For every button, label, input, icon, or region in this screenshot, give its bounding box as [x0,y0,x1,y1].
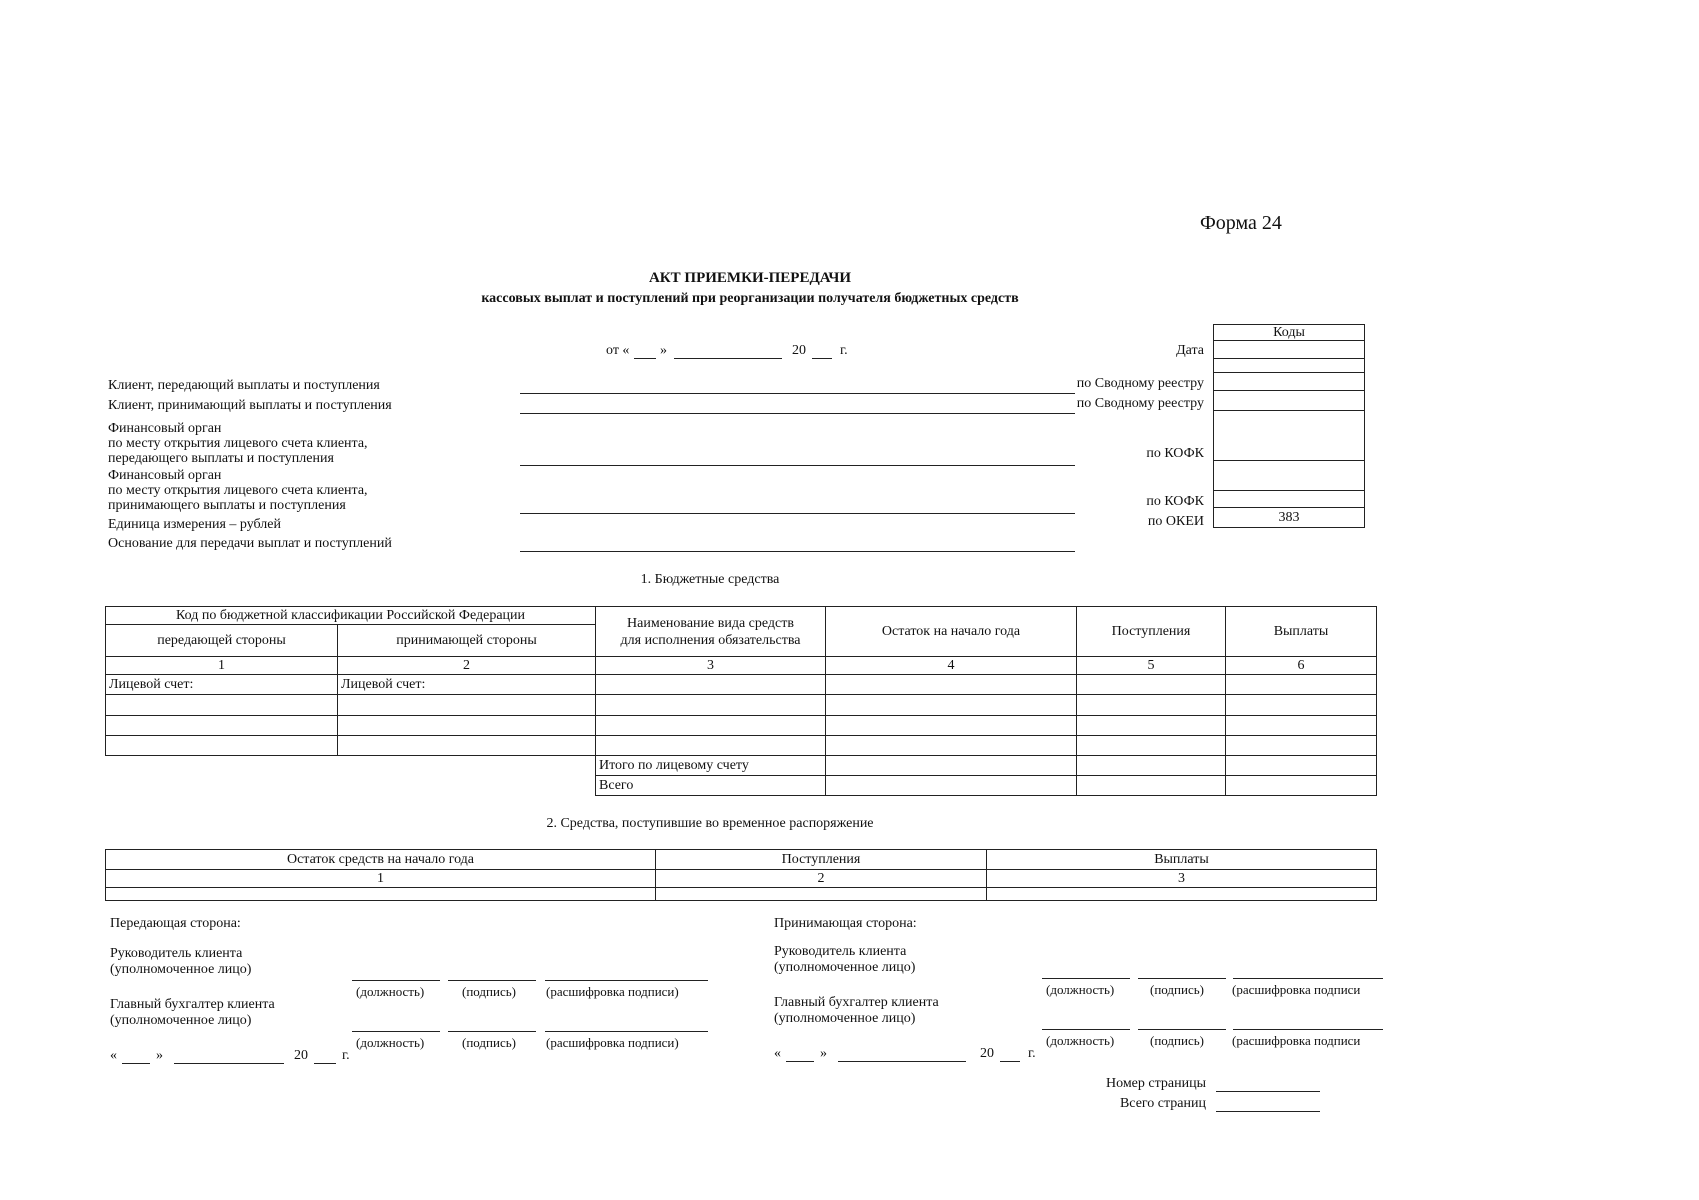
temporary-funds-table [105,849,1377,901]
date-from-label: от « [606,343,630,358]
from-head-sign-field[interactable] [448,980,536,981]
s2-col1-header: Остаток средств на начало года [106,850,656,870]
table-row [106,695,1377,716]
col-group-header: Код по бюджетной классификации Российской Федерации [106,607,596,625]
cell[interactable] [106,716,338,736]
empty-cell [106,756,338,776]
label-kofk-1: по КОФК [1146,446,1204,461]
cell[interactable] [1077,695,1226,716]
cell[interactable] [106,888,656,901]
label-client-to: Клиент, принимающий выплаты и поступления [108,398,392,413]
to-acc-decode-field[interactable] [1233,1029,1383,1030]
page-title: АКТ ПРИЕМКИ-ПЕРЕДАЧИ [648,270,852,286]
cell[interactable] [1077,756,1226,776]
from-acc-line1: Главный бухгалтер клиента [110,997,275,1012]
from-date-year: 20 [294,1048,308,1063]
cell[interactable] [826,776,1077,796]
fin-to-line1: Финансовый орган [108,468,222,483]
section2-title: 2. Средства, поступившие во временное распоряжение [546,816,874,831]
total-pages-label: Всего страниц [1119,1096,1206,1111]
label-kofk-2: по КОФК [1146,494,1204,509]
col-num-3: 3 [596,657,826,675]
page-number-field[interactable] [1216,1091,1320,1092]
col3-header [596,607,826,657]
col-num-6: 6 [1226,657,1377,675]
from-head-label [110,946,251,978]
cell[interactable] [338,716,596,736]
to-head-sign-field[interactable] [1138,978,1226,979]
cell[interactable] [826,675,1077,695]
cell[interactable] [596,736,826,756]
from-acc-label [110,997,275,1029]
from-date-month-field[interactable] [174,1063,284,1064]
cell[interactable] [106,736,338,756]
section1-title: 1. Бюджетные средства [640,572,780,587]
cell[interactable] [1077,776,1226,796]
empty-cell [338,776,596,796]
to-date-close: » [820,1046,827,1061]
col-to-header: принимающей стороны [338,625,596,657]
from-acc-sign-field[interactable] [448,1031,536,1032]
fin-to-field[interactable] [520,513,1075,514]
s2-num-2: 2 [656,870,987,888]
cell[interactable] [596,695,826,716]
col3-line2: для исполнения обязательства [620,632,801,648]
to-date-day-field[interactable] [786,1061,814,1062]
cap-decode: (расшифровка подписи) [546,1035,679,1050]
from-date-close: » [156,1048,163,1063]
to-acc-line1: Главный бухгалтер клиента [774,995,939,1010]
cell[interactable] [338,736,596,756]
label-reestr-2: по Сводному реестру [1076,396,1204,411]
account-from-label: Лицевой счет: [106,675,338,695]
from-acc-position-field[interactable] [352,1031,440,1032]
table-row [106,716,1377,736]
cell[interactable] [596,675,826,695]
code-okei: 383 [1214,508,1365,528]
from-side-label: Передающая сторона: [110,916,241,931]
cap-decode: (расшифровка подписи) [546,984,679,999]
code-date[interactable] [1214,341,1365,359]
fin-from-field[interactable] [520,465,1075,466]
to-acc-position-field[interactable] [1042,1029,1130,1030]
cap-position: (должность) [1046,1033,1115,1048]
to-date-year: 20 [980,1046,994,1061]
total-pages-field[interactable] [1216,1111,1320,1112]
cap-sign: (подпись) [462,984,516,999]
date-day-field[interactable] [634,358,656,359]
date-suffix: г. [840,343,848,358]
col4-header: Остаток на начало года [826,607,1077,657]
cell[interactable] [826,756,1077,776]
from-date-year-field[interactable] [314,1063,336,1064]
to-head-line2: (уполномоченное лицо) [774,960,916,975]
code-kofk-from[interactable] [1214,411,1365,461]
cell[interactable] [1226,736,1377,756]
client-to-field[interactable] [520,413,1075,414]
basis-field[interactable] [520,551,1075,552]
empty-cell [338,756,596,776]
empty-cell [106,776,338,796]
date-year-prefix: 20 [792,343,806,358]
cell[interactable] [656,888,987,901]
from-date-day-field[interactable] [122,1063,150,1064]
to-acc-label [774,995,939,1027]
account-to-label: Лицевой счет: [338,675,596,695]
from-head-decode-field[interactable] [545,980,708,981]
s2-col3-header: Выплаты [987,850,1377,870]
code-reestr-from[interactable] [1214,373,1365,391]
table-row-total [106,776,1377,796]
label-okei: по ОКЕИ [1147,514,1204,529]
to-head-label [774,944,915,976]
code-reestr-to[interactable] [1214,391,1365,411]
s2-num-3: 3 [987,870,1377,888]
cell[interactable] [1077,716,1226,736]
total-account-label: Итого по лицевому счету [596,756,826,776]
client-from-field[interactable] [520,393,1075,394]
from-date-open: « [110,1048,117,1063]
table-row-total-account [106,756,1377,776]
s2-num-1: 1 [106,870,656,888]
cap-position: (должность) [1046,982,1115,997]
from-head-line1: Руководитель клиента [110,946,243,961]
col6-header: Выплаты [1226,607,1377,657]
fin-from-line1: Финансовый орган [108,421,222,436]
label-fin-to [108,468,368,513]
table-row [106,675,1377,695]
col5-header: Поступления [1077,607,1226,657]
label-client-from: Клиент, передающий выплаты и поступления [108,378,380,393]
date-close-quote: » [660,343,667,358]
label-reestr-1: по Сводному реестру [1076,376,1204,391]
cell[interactable] [826,716,1077,736]
col-num-5: 5 [1077,657,1226,675]
from-head-line2: (уполномоченное лицо) [110,962,252,977]
label-unit: Единица измерения – рублей [108,517,281,532]
from-head-position-field[interactable] [352,980,440,981]
fin-from-line3: передающего выплаты и поступления [108,451,334,466]
to-acc-sign-field[interactable] [1138,1029,1226,1030]
cap-decode-trunc: (расшифровка подписи [1232,982,1361,997]
cell[interactable] [1226,776,1377,796]
col-num-2: 2 [338,657,596,675]
col-num-4: 4 [826,657,1077,675]
col-num-1: 1 [106,657,338,675]
codes-table [1213,324,1365,528]
col3-line1: Наименование вида средств [627,615,794,631]
cell[interactable] [826,695,1077,716]
table-row [106,888,1377,901]
s2-col2-header: Поступления [656,850,987,870]
to-date-month-field[interactable] [838,1061,966,1062]
codes-header: Коды [1214,325,1365,341]
cell[interactable] [1077,736,1226,756]
cap-position: (должность) [356,1035,425,1050]
code-kofk-extra [1214,491,1365,508]
from-acc-line2: (уполномоченное лицо) [110,1013,252,1028]
cell[interactable] [106,695,338,716]
fin-from-line2: по месту открытия лицевого счета клиента, [108,436,368,451]
budget-table [105,606,1377,796]
page-number-label: Номер страницы [1105,1076,1206,1091]
code-kofk-to[interactable] [1214,461,1365,491]
total-label: Всего [596,776,826,796]
to-head-position-field[interactable] [1042,978,1130,979]
cap-decode-trunc: (расшифровка подписи [1232,1033,1361,1048]
to-head-line1: Руководитель клиента [774,944,907,959]
cell[interactable] [596,716,826,736]
page-subtitle: кассовых выплат и поступлений при реорганизации получателя бюджетных средств [481,291,1019,306]
label-date: Дата [1176,343,1204,358]
col-from-header: передающей стороны [106,625,338,657]
to-acc-line2: (уполномоченное лицо) [774,1011,916,1026]
to-side-label: Принимающая сторона: [774,916,917,931]
cap-position: (должность) [356,984,425,999]
fin-to-line2: по месту открытия лицевого счета клиента, [108,483,368,498]
fin-to-line3: принимающего выплаты и поступления [108,498,346,513]
to-date-suffix: г. [1028,1046,1036,1061]
cell[interactable] [826,736,1077,756]
label-basis: Основание для передачи выплат и поступлений [108,536,392,551]
date-year-field[interactable] [812,358,832,359]
table-row [106,736,1377,756]
to-date-year-field[interactable] [1000,1061,1020,1062]
label-fin-from [108,421,368,466]
cell[interactable] [1226,675,1377,695]
cell[interactable] [1226,695,1377,716]
cap-sign: (подпись) [1150,982,1204,997]
cell[interactable] [1226,756,1377,776]
from-date-suffix: г. [342,1048,350,1063]
code-spacer [1214,359,1365,373]
from-acc-decode-field[interactable] [545,1031,708,1032]
cell[interactable] [987,888,1377,901]
to-head-decode-field[interactable] [1233,978,1383,979]
to-date-open: « [774,1046,781,1061]
form-number: Форма 24 [1200,212,1282,234]
cell[interactable] [1226,716,1377,736]
date-month-field[interactable] [674,358,782,359]
cell[interactable] [338,695,596,716]
cap-sign: (подпись) [462,1035,516,1050]
cell[interactable] [1077,675,1226,695]
cap-sign: (подпись) [1150,1033,1204,1048]
